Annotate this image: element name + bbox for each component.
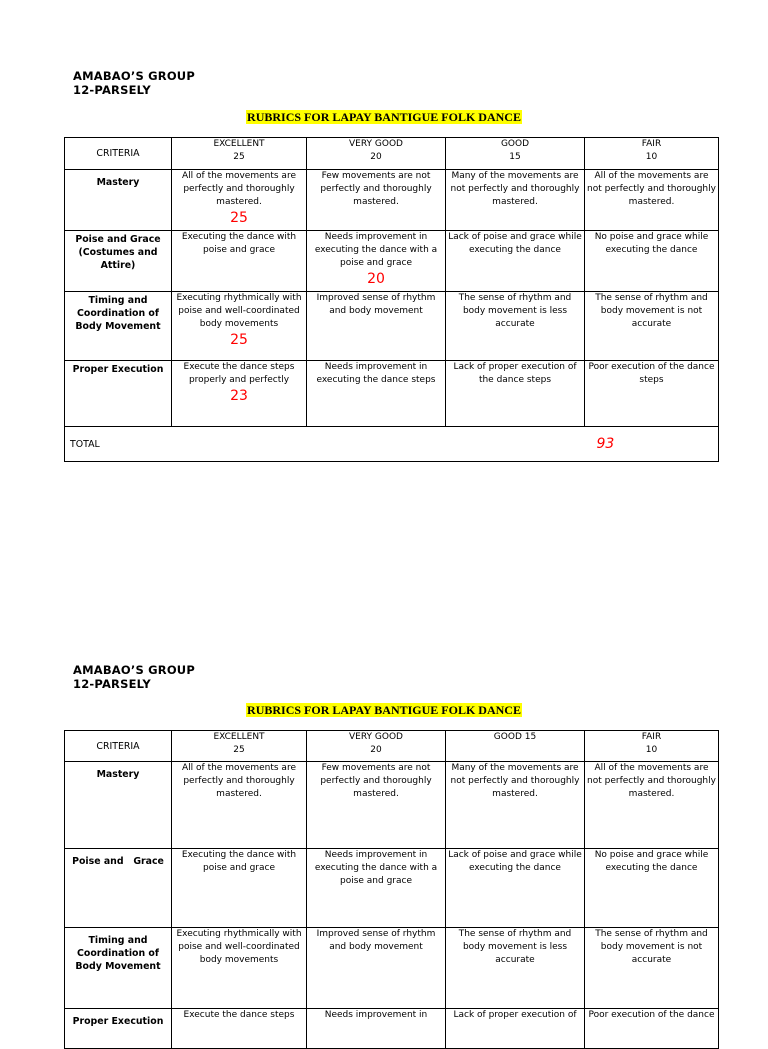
level-header-good: GOOD 15 [446,731,585,762]
rubric-cell: The sense of rhythm and body movement is not accurate [585,292,719,361]
rubric-cell: Few movements are not perfectly and thoroughly mastered. [307,170,446,231]
rubric-cell: Executing rhythmically with poise and well-coordinated body movements [172,928,307,1009]
rubric-cell: Lack of proper execution of [446,1009,585,1049]
rubric-cell: Execute the dance steps [172,1009,307,1049]
group-name: AMABAO’S GROUP [73,663,195,677]
level-header-fair: FAIR 10 [585,138,719,170]
criterion-proper-execution: Proper Execution [65,1009,172,1049]
rubric-cell: The sense of rhythm and body movement is less accurate [446,292,585,361]
criterion-poise-and-grace: Poise and Grace [65,849,172,928]
rubric-cell: Needs improvement in executing the dance with a poise and grace [307,849,446,928]
rubric-cell: Needs improvement in [307,1009,446,1049]
rubric-cell: The sense of rhythm and body movement is less accurate [446,928,585,1009]
rubric-cell: Needs improvement in executing the dance steps [307,361,446,427]
level-header-excellent: EXCELLENT 25 [172,138,307,170]
criterion-timing-and-coordination: Timing and Coordination of Body Movement [65,928,172,1009]
table-row [65,1009,719,1049]
rubric-table [64,730,719,1049]
criterion-mastery: Mastery [65,170,172,231]
rubric-cell: No poise and grace while executing the dance [585,849,719,928]
level-header-very-good: VERY GOOD 20 [307,731,446,762]
rubric-cell: Executing the dance with poise and grace [172,231,307,292]
rubric-cell: Poor execution of the dance [585,1009,719,1049]
level-header-excellent: EXCELLENT 25 [172,731,307,762]
table-row [65,762,719,849]
rubric-cell: Few movements are not perfectly and thoroughly mastered. [307,762,446,849]
criteria-header: CRITERIA [65,731,172,762]
criterion-mastery: Mastery [65,762,172,849]
table-row [65,849,719,928]
rubric-cell: Needs improvement in executing the dance with a poise and grace 20 [307,231,446,292]
header-row [65,731,719,762]
criteria-header: CRITERIA [65,138,172,170]
header-row [65,138,719,170]
rubric-cell: Poor execution of the dance steps [585,361,719,427]
total-row [65,427,719,462]
rubric-cell: Executing rhythmically with poise and well-coordinated body movements 25 [172,292,307,361]
rubric-table [64,137,719,462]
rubric-cell: Executing the dance with poise and grace [172,849,307,928]
total-label: TOTAL [65,427,585,462]
total-score: 93 [585,427,719,462]
rubric-cell: Many of the movements are not perfectly and thoroughly mastered. [446,762,585,849]
rubric-cell: Many of the movements are not perfectly and thoroughly mastered. [446,170,585,231]
rubric-cell: Improved sense of rhythm and body movement [307,292,446,361]
rubric-cell: Improved sense of rhythm and body movement [307,928,446,1009]
score-value: 25 [230,210,248,226]
rubric-cell: No poise and grace while executing the dance [585,231,719,292]
rubric-title: RUBRICS FOR LAPAY BANTIGUE FOLK DANCE [247,703,521,717]
rubric-cell: All of the movements are not perfectly and thoroughly mastered. [585,170,719,231]
rubric-cell: All of the movements are not perfectly and thoroughly mastered. [585,762,719,849]
criterion-poise-and-grace: Poise and Grace (Costumes and Attire) [65,231,172,292]
score-value: 25 [230,332,248,348]
table-row [65,231,719,292]
rubric-cell: All of the movements are perfectly and thoroughly mastered. 25 [172,170,307,231]
level-header-fair: FAIR 10 [585,731,719,762]
table-row [65,928,719,1009]
score-value: 20 [367,271,385,287]
criterion-timing-and-coordination: Timing and Coordination of Body Movement [65,292,172,361]
rubric-cell: Lack of proper execution of the dance steps [446,361,585,427]
rubric-cell: All of the movements are perfectly and thoroughly mastered. [172,762,307,849]
rubric-title: RUBRICS FOR LAPAY BANTIGUE FOLK DANCE [247,110,521,124]
rubric-cell: Execute the dance steps properly and perfectly 23 [172,361,307,427]
section-name: 12-PARSELY [73,83,151,97]
table-row [65,361,719,427]
score-value: 23 [230,388,248,404]
table-row [65,292,719,361]
level-header-good: GOOD 15 [446,138,585,170]
table-row [65,170,719,231]
rubric-cell: Lack of poise and grace while executing the dance [446,231,585,292]
rubric-cell: The sense of rhythm and body movement is not accurate [585,928,719,1009]
section-name: 12-PARSELY [73,677,151,691]
rubric-cell: Lack of poise and grace while executing the dance [446,849,585,928]
level-header-very-good: VERY GOOD 20 [307,138,446,170]
criterion-proper-execution: Proper Execution [65,361,172,427]
group-name: AMABAO’S GROUP [73,69,195,83]
